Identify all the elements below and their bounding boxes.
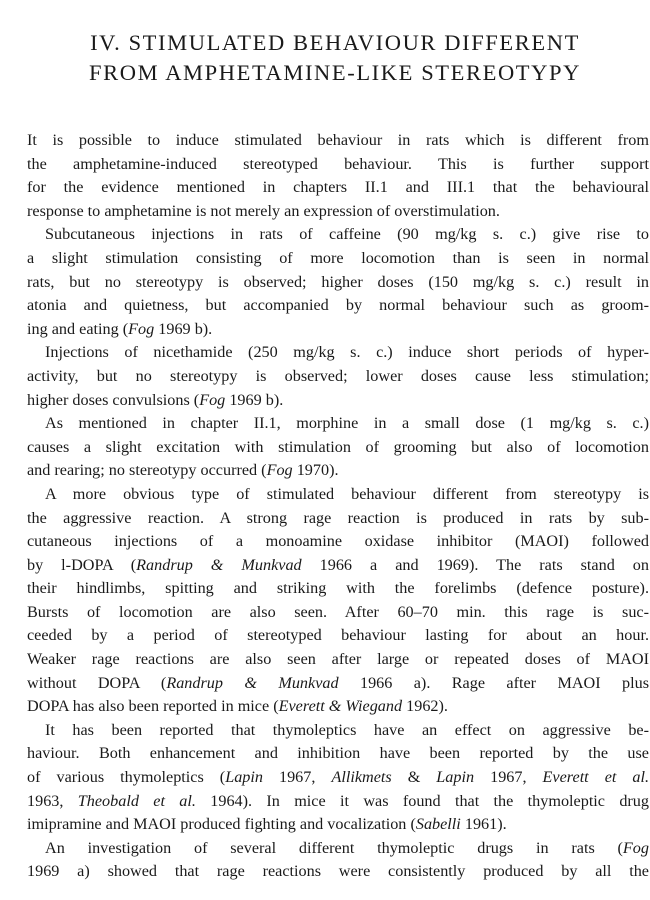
paragraph-4 (27, 412, 649, 483)
text-line: their hindlimbs, spitting and striking with the forelimbs (defence posture). (27, 579, 649, 598)
citation-author: Randrup & Munkvad (166, 673, 339, 692)
text-line: for the evidence mentioned in chapters II.1 and III.1 that the behavioural (27, 178, 649, 197)
text-line: Bursts of locomotion are also seen. After 60–70 min. this rage is suc- (27, 602, 649, 621)
text-line: the amphetamine-induced stereotyped behaviour. This is further support (27, 154, 649, 173)
document-page (27, 28, 650, 881)
citation-author: Fog (128, 319, 155, 338)
text-fragment: 1963, (27, 791, 78, 810)
text-fragment: 1966 a and 1969). The rats stand on (301, 555, 649, 574)
text-fragment: 1966 a). Rage after MAOI plus (338, 673, 649, 692)
text-line (27, 790, 649, 814)
citation-author: Allikmets (331, 768, 392, 787)
paragraph-5 (27, 483, 649, 719)
text-line: As mentioned in chapter II.1, morphine in a small dose (1 mg/kg s. c.) (45, 414, 649, 433)
text-fragment: 1967, (262, 768, 332, 787)
text-fragment: An investigation of several different thymoleptic drugs in rats ( (45, 838, 623, 857)
citation-author: Lapin (436, 768, 475, 787)
citation-author: Lapin (225, 768, 263, 787)
text-line: rats, but no stereotypy is observed; higher doses (150 mg/kg s. c.) result in (27, 272, 649, 291)
text-line: the aggressive reaction. A strong rage reaction is produced in rats by sub- (27, 508, 649, 527)
citation-author: Fog (199, 390, 226, 409)
text-fragment: ing and eating ( (27, 319, 129, 338)
text-fragment: 1964). In mice it was found that the thymoleptic drug (195, 791, 649, 810)
citation-author: Everett et al. (542, 768, 650, 787)
heading-line-2: FROM AMPHETAMINE-LIKE STEREOTYPY (89, 60, 581, 85)
text-line: cutaneous injections of a monoamine oxidase inhibitor (MAOI) followed (27, 532, 649, 551)
text-line: a slight stimulation consisting of more locomotion than is seen in normal (27, 248, 649, 267)
text-fragment: 1969 b). (225, 390, 284, 409)
text-line: ceeded by a period of stereotyped behaviour lasting for about an hour. (27, 626, 649, 645)
paragraph-1 (27, 129, 649, 223)
text-line: 1969 a) showed that rage reactions were consistently produced by all the (27, 862, 649, 881)
citation-author: Fog (266, 461, 293, 480)
text-fragment: 1970). (292, 461, 339, 480)
text-line: haviour. Both enhancement and inhibition have been reported by the use (27, 744, 649, 763)
text-fragment: & (391, 768, 437, 787)
text-line (27, 813, 649, 837)
citation-author: Theobald et al. (77, 791, 196, 810)
text-fragment: higher doses convulsions ( (27, 390, 200, 409)
text-fragment: 1969 b). (154, 319, 213, 338)
text-fragment: and rearing; no stereotypy occurred ( (27, 461, 267, 480)
text-line: Weaker rage reactions are also seen after large or repeated doses of MAOI (27, 650, 649, 669)
text-line (27, 672, 649, 696)
text-line (27, 554, 649, 578)
text-fragment: 1967, (474, 768, 543, 787)
text-line: It has been reported that thymoleptics have an effect on aggressive be- (45, 720, 649, 739)
text-fragment: DOPA has also been reported in mice ( (27, 697, 279, 716)
paragraph-3 (27, 341, 649, 412)
text-fragment: 1961). (460, 815, 507, 834)
citation-author: Fog (622, 838, 649, 857)
text-line (27, 318, 649, 342)
text-line (27, 459, 649, 483)
text-fragment: imipramine and MAOI produced fighting and vocalization ( (27, 815, 416, 834)
text-line (27, 766, 649, 790)
text-line (27, 837, 649, 861)
text-line: Subcutaneous injections in rats of caffeine (90 mg/kg s. c.) give rise to (45, 225, 649, 244)
text-fragment: without DOPA ( (27, 673, 167, 692)
citation-author: Randrup & Munkvad (136, 555, 302, 574)
section-heading (27, 28, 649, 88)
citation-author: Sabelli (415, 815, 461, 834)
text-line: causes a slight excitation with stimulation of grooming but also of locomotion (27, 437, 649, 456)
paragraph-2 (27, 223, 649, 341)
text-fragment: by l-DOPA ( (27, 555, 137, 574)
text-line: atonia and quietness, but accompanied by normal behaviour such as groom- (27, 296, 649, 315)
citation-author: Everett & Wiegand (278, 697, 403, 716)
paragraph-6 (27, 719, 649, 837)
text-line (27, 389, 649, 413)
text-line: A more obvious type of stimulated behaviour different from stereotypy is (45, 484, 649, 503)
heading-line-1: IV. STIMULATED BEHAVIOUR DIFFERENT (90, 30, 580, 55)
text-line: Injections of nicethamide (250 mg/kg s. c.) induce short periods of hyper- (45, 343, 649, 362)
text-line: response to amphetamine is not merely an expression of overstimulation. (27, 201, 500, 220)
text-line (27, 695, 649, 719)
text-fragment: of various thymoleptics ( (27, 768, 226, 787)
paragraph-7 (27, 837, 649, 884)
text-line: activity, but no stereotypy is observed; lower doses cause less stimulation; (27, 366, 649, 385)
text-line: It is possible to induce stimulated behaviour in rats which is different from (27, 131, 649, 149)
text-fragment: 1962). (402, 697, 448, 716)
body-text (27, 129, 649, 884)
